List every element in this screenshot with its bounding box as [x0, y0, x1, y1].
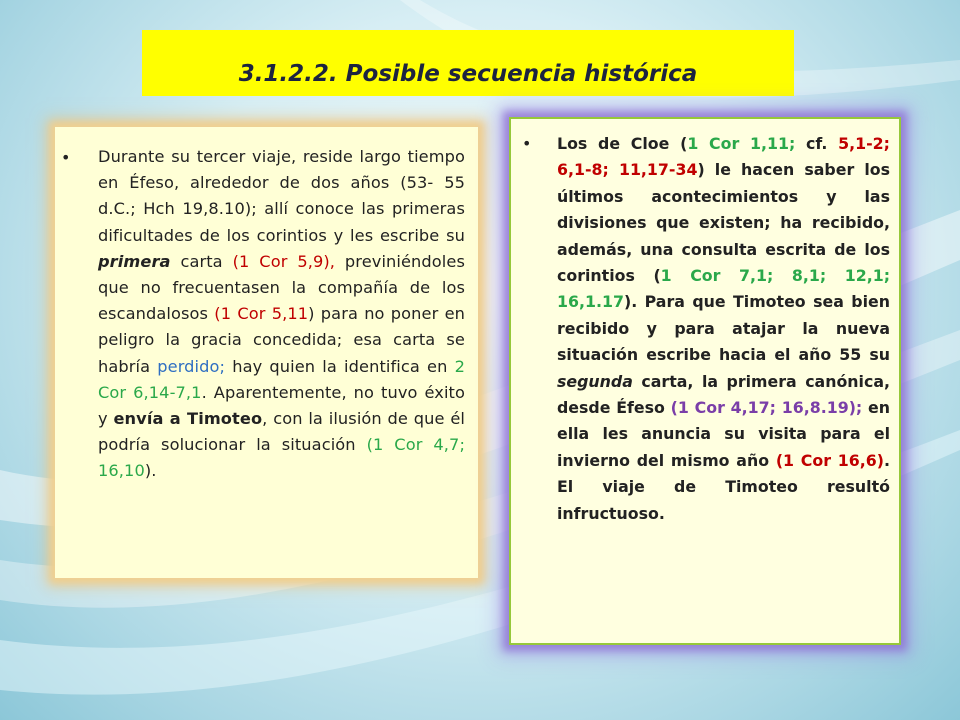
scripture-ref: (1 Cor 4,7; 16,10	[98, 435, 465, 481]
text-run: previniéndoles que no frecuentasen la compañía de los escandalosos	[98, 251, 465, 324]
right-paragraph	[557, 131, 890, 527]
title-banner	[142, 30, 794, 96]
text-run-emphasis: primera	[98, 251, 171, 271]
right-text-box	[509, 117, 901, 645]
text-run: carta	[170, 251, 233, 271]
text-run-emphasis: segunda	[557, 371, 633, 391]
text-run: . Aparentemente, no tuvo éxito y	[98, 382, 465, 429]
scripture-ref: 1 Cor 1,11;	[687, 134, 796, 153]
scripture-ref: 1 Cor 7,1; 8,1; 12,1; 16,1.17	[557, 266, 891, 312]
text-run-bold: envía a Timoteo	[113, 409, 263, 429]
left-text-box	[55, 127, 478, 578]
scripture-ref: (1 Cor 16,6)	[775, 450, 884, 470]
text-run: ) para no poner en peligro la gracia concedida; esa carta se habría	[98, 304, 465, 376]
scripture-ref: (1 Cor 5,9),	[232, 251, 336, 271]
text-run: en ella les anuncia su visita para el invierno del mismo año	[557, 398, 890, 470]
text-run: . El viaje de Timoteo resultó infructuoso.	[557, 450, 890, 523]
scripture-ref: (1 Cor 4,17; 16,8.19);	[670, 398, 863, 418]
text-run: hay quien la identifica en	[225, 356, 455, 376]
text-run: cf.	[795, 134, 839, 153]
scripture-ref: 5,1-2; 6,1-8; 11,17-34	[557, 134, 890, 180]
text-run: ). Para que Timoteo sea bien recibido y para atajar la nueva situación escribe hacia el año 55 su	[557, 292, 890, 365]
text-run: , con la ilusión de que él podría solucionar la situación	[98, 409, 465, 455]
bullet: •	[61, 148, 71, 167]
highlight-word: perdido;	[157, 356, 226, 376]
bullet: •	[522, 134, 532, 153]
text-run: ) le hacen saber los últimos acontecimientos y las divisiones que existen; ha recibido, además, una consulta escrita de los corintios (	[557, 160, 891, 286]
text-run: Durante su tercer viaje, reside largo tiempo en Éfeso, alrededor de dos años (53- 55 d.C.; Hch 19,8.10); allí conoce las primeras dificultades de los corintios y les escribe su	[98, 147, 465, 245]
scripture-ref: (1 Cor 5,11	[214, 304, 309, 324]
left-paragraph	[98, 144, 465, 485]
text-run: Los de Cloe (	[557, 134, 688, 153]
text-run: carta, la primera canónica, desde Éfeso	[557, 371, 890, 418]
page-title: 3.1.2.2. Posible secuencia histórica	[238, 61, 698, 87]
text-run: ).	[144, 461, 157, 481]
scripture-ref: 2 Cor 6,14-7,1	[98, 356, 465, 402]
